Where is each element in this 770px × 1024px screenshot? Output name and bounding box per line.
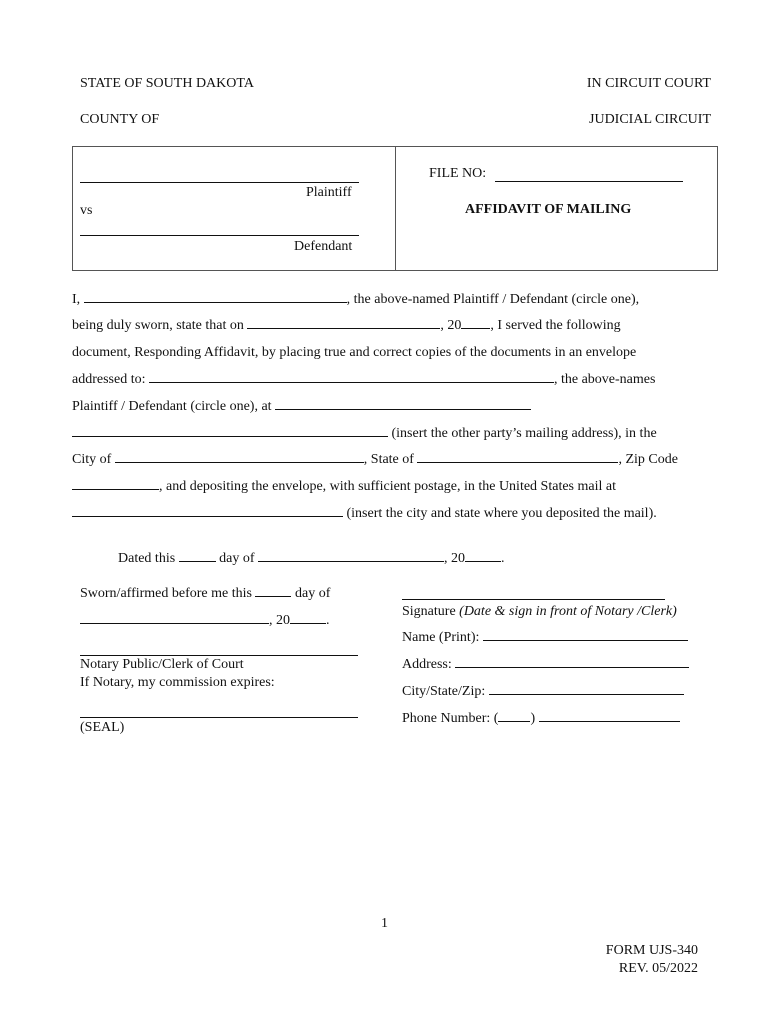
body-line-7	[72, 453, 678, 467]
defendant-label: Defendant	[294, 239, 353, 254]
mailing-address-field-1[interactable]	[275, 408, 531, 410]
city-state-zip-field[interactable]	[489, 693, 684, 695]
dated-month-field[interactable]	[258, 560, 444, 562]
file-no-field[interactable]	[495, 181, 683, 182]
body-text: , the above-named Plaintiff / Defendant (circle one),	[346, 292, 640, 307]
body-line-5	[72, 400, 531, 414]
form-id: FORM UJS-340	[605, 943, 698, 958]
plaintiff-label: Plaintiff	[306, 185, 352, 200]
body-line-8	[72, 480, 616, 494]
sworn-text: Sworn/affirmed before me this	[80, 586, 252, 601]
body-text: addressed to:	[72, 372, 146, 387]
name-label: Name (Print):	[402, 630, 480, 645]
body-text: , State of	[363, 452, 414, 467]
phone-paren: )	[530, 711, 536, 726]
phone-area-code-field[interactable]	[498, 720, 530, 722]
body-text: , and depositing the envelope, with sufficient postage, in the United States mail at	[159, 479, 616, 494]
service-date-field[interactable]	[247, 327, 440, 329]
body-line-6	[72, 427, 657, 441]
case-caption-box	[72, 146, 718, 271]
body-text: , I served the following	[490, 318, 621, 333]
file-no-label: FILE NO:	[429, 166, 487, 181]
signature-label-line	[402, 605, 677, 619]
city-field[interactable]	[115, 461, 364, 463]
signature-line[interactable]	[402, 599, 665, 600]
city-state-zip-label: City/State/Zip:	[402, 684, 486, 699]
body-text: I,	[72, 292, 81, 307]
phone-number-field[interactable]	[539, 720, 680, 722]
dated-text: day of	[219, 551, 255, 566]
body-text: , Zip Code	[618, 452, 678, 467]
dated-line	[118, 552, 505, 566]
phone-line	[402, 712, 680, 726]
sworn-line	[80, 587, 330, 601]
body-text: (insert the other party’s mailing address), in the	[391, 426, 657, 441]
sworn-text: day of	[294, 586, 331, 601]
notary-signature-line[interactable]	[80, 655, 358, 656]
body-text: , the above-names	[553, 372, 656, 387]
defendant-name-field[interactable]	[80, 235, 359, 236]
body-text: (insert the city and state where you deposited the mail).	[346, 506, 657, 521]
body-line-1	[72, 293, 639, 307]
affiant-name-field[interactable]	[84, 301, 347, 303]
form-revision: REV. 05/2022	[618, 961, 698, 976]
body-line-9	[72, 507, 657, 521]
commission-label: If Notary, my commission expires:	[80, 675, 275, 690]
address-field[interactable]	[455, 666, 689, 668]
document-title: AFFIDAVIT OF MAILING	[465, 202, 632, 217]
sworn-text: .	[326, 613, 330, 628]
caption-divider	[395, 147, 396, 270]
dated-year-field[interactable]	[465, 560, 501, 562]
sworn-date-line	[80, 614, 330, 628]
mailing-location-field[interactable]	[72, 515, 343, 517]
commission-expiry-line[interactable]	[80, 717, 358, 718]
court-label: IN CIRCUIT COURT	[586, 76, 711, 91]
phone-label: Phone Number: (	[402, 711, 499, 726]
circuit-label: JUDICIAL CIRCUIT	[589, 112, 711, 127]
city-state-zip-line	[402, 685, 684, 699]
body-text: being duly sworn, state that on	[72, 318, 244, 333]
name-print-field[interactable]	[483, 639, 688, 641]
signature-note: (Date & sign in front of Notary /Clerk)	[459, 604, 677, 619]
dated-day-field[interactable]	[179, 560, 216, 562]
sworn-month-field[interactable]	[80, 622, 269, 624]
seal-label: (SEAL)	[80, 720, 125, 735]
body-text: Plaintiff / Defendant (circle one), at	[72, 399, 272, 414]
state-field[interactable]	[417, 461, 618, 463]
sworn-day-field[interactable]	[255, 595, 291, 597]
body-text: City of	[72, 452, 112, 467]
service-year-field[interactable]	[461, 327, 490, 329]
name-print-line	[402, 631, 688, 645]
sworn-year-field[interactable]	[290, 622, 326, 624]
signature-label: Signature	[402, 604, 456, 619]
page-number: 1	[381, 916, 388, 931]
county-label: COUNTY OF	[80, 112, 160, 127]
dated-text: .	[501, 551, 505, 566]
vs-label: vs	[80, 203, 93, 218]
dated-text: , 20	[444, 551, 466, 566]
body-text: , 20	[440, 318, 462, 333]
dated-text: Dated this	[118, 551, 176, 566]
mailing-address-field-2[interactable]	[72, 435, 388, 437]
body-line-3: document, Responding Affidavit, by placing true and correct copies of the documents in an envelope	[72, 345, 637, 360]
state-label: STATE OF SOUTH DAKOTA	[80, 76, 254, 91]
address-line	[402, 658, 689, 672]
zip-code-field[interactable]	[72, 488, 159, 490]
body-line-4	[72, 373, 655, 387]
sworn-text: , 20	[269, 613, 290, 628]
notary-label: Notary Public/Clerk of Court	[80, 657, 244, 672]
addressee-field[interactable]	[149, 381, 554, 383]
body-line-2	[72, 319, 621, 333]
plaintiff-name-field[interactable]	[80, 182, 359, 183]
address-label: Address:	[402, 657, 452, 672]
